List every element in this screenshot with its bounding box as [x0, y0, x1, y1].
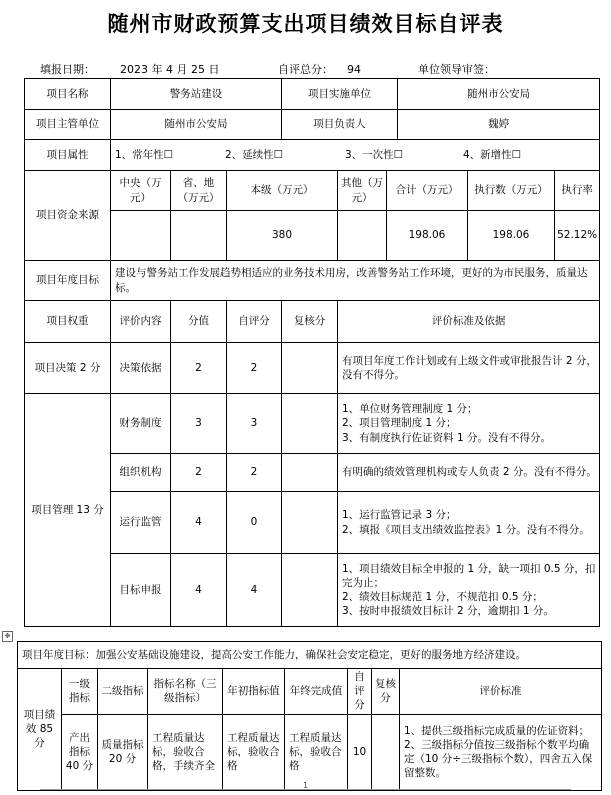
funds-header: 执行率 — [555, 171, 600, 211]
annual-goal-label: 项目年度目标 — [25, 261, 111, 301]
criteria-line: 1、提供三级指标完成质量的佐证资料； — [404, 724, 590, 737]
page-number: 1 — [302, 781, 309, 790]
eval-header: 分值 — [171, 301, 227, 343]
attr-option: 4、新增性☐ — [463, 148, 522, 161]
mgmt-criteria — [338, 492, 600, 554]
perf-level2: 质量指标 20 分 — [98, 714, 148, 790]
perf-header: 自评分 — [348, 669, 372, 715]
management-weight: 项目管理 13 分 — [25, 394, 111, 627]
performance-table — [17, 641, 602, 791]
mgmt-review-score — [282, 554, 338, 627]
mgmt-criteria — [338, 394, 600, 454]
criteria-line: 2、三级指标分值按三级指标个数平均确定（10 分÷三级指标个数），四舍五入保留整数。 — [404, 738, 593, 780]
mgmt-score: 4 — [171, 492, 227, 554]
self-score-label: 自评总分： — [278, 63, 333, 76]
mgmt-self-score: 0 — [227, 492, 282, 554]
criteria-line: 3、有制度执行佐证资料 1 分。没有不得分。 — [342, 431, 552, 444]
fill-date-value: 2023 年 4 月 25 日 — [120, 63, 220, 76]
attr-option: 1、常年性☐ — [115, 148, 174, 161]
funds-value-local: 380 — [227, 211, 338, 261]
funds-value-province — [171, 211, 227, 261]
decision-score: 2 — [171, 343, 227, 394]
owner-label: 项目负责人 — [282, 110, 398, 140]
perf-header: 评价标准 — [400, 669, 602, 715]
perf-header: 复核分 — [372, 669, 400, 715]
decision-review-score — [282, 343, 338, 394]
perf-review-score — [372, 714, 400, 790]
mgmt-content: 运行监管 — [111, 492, 171, 554]
funds-value-total: 198.06 — [387, 211, 468, 261]
funds-value-executed: 198.06 — [468, 211, 555, 261]
eval-header: 项目权重 — [25, 301, 111, 343]
perf-goal-label: 项目年度目标： — [22, 648, 96, 661]
mgmt-review-score — [282, 454, 338, 492]
perf-header: 一级指标 — [62, 669, 98, 715]
leader-sign-label: 单位领导审签： — [418, 63, 495, 76]
criteria-line: 1、项目绩效目标全申报的 1 分，缺一项扣 0.5 分，扣完为止； — [342, 562, 596, 589]
owner-value: 魏婷 — [398, 110, 600, 140]
criteria-line: 2、项目管理制度 1 分； — [342, 417, 457, 430]
perf-initial-value: 工程质量达标，验收合格 — [223, 714, 285, 790]
fill-date — [40, 61, 95, 77]
attr-option: 3、一次性☐ — [345, 148, 404, 161]
impl-unit-value: 随州市公安局 — [398, 79, 600, 110]
mgmt-content: 组织机构 — [111, 454, 171, 492]
eval-header: 复核分 — [282, 301, 338, 343]
impl-unit-label: 项目实施单位 — [282, 79, 398, 110]
table-move-handle-icon[interactable]: ✥ — [2, 631, 13, 642]
mgmt-content: 目标申报 — [111, 554, 171, 627]
footer-divider — [40, 789, 571, 790]
funds-header: 本级（万元） — [227, 171, 338, 211]
perf-indicator-name: 工程质量达标，验收合格，手续齐全 — [148, 714, 223, 790]
mgmt-self-score: 2 — [227, 454, 282, 492]
perf-header: 年初指标值 — [223, 669, 285, 715]
page-title: 随州市财政预算支出项目绩效目标自评表 — [107, 11, 504, 36]
mgmt-content: 财务制度 — [111, 394, 171, 454]
funds-value-other — [338, 211, 387, 261]
perf-goal-text: 加强公安基础设施建设，提高公安工作能力，确保社会安定稳定，更好的服务地方经济建设。 — [95, 648, 526, 661]
decision-weight: 项目决策 2 分 — [25, 343, 111, 394]
mgmt-score: 3 — [171, 394, 227, 454]
criteria-line: 有明确的绩效管理机构或专人负责 2 分。没有不得分。 — [342, 466, 597, 479]
fill-date-label: 填报日期： — [40, 63, 95, 76]
funds-label: 项目资金来源 — [25, 171, 111, 261]
decision-self-score: 2 — [227, 343, 282, 394]
project-attr-label: 项目属性 — [25, 140, 111, 171]
decision-content: 决策依据 — [111, 343, 171, 394]
criteria-line: 1、单位财务管理制度 1 分； — [342, 403, 478, 416]
mgmt-self-score: 4 — [227, 554, 282, 627]
funds-header: 其他（万元） — [338, 171, 387, 211]
attr-option: 2、延续性☐ — [225, 148, 284, 161]
perf-final-value: 工程质量达标，验收合格 — [285, 714, 348, 790]
criteria-line: 2、填报《项目支出绩效监控表》1 分。没有不得分。 — [342, 523, 590, 536]
mgmt-score: 2 — [171, 454, 227, 492]
project-attr-options — [111, 140, 600, 171]
eval-header: 自评分 — [227, 301, 282, 343]
supervisor-value: 随州市公安局 — [111, 110, 282, 140]
evaluation-table — [24, 78, 600, 627]
mgmt-criteria — [338, 454, 600, 492]
decision-criteria: 有项目年度工作计划或有上级文件或审批报告计 2 分，没有不得分。 — [338, 343, 600, 394]
funds-header: 合计（万元） — [387, 171, 468, 211]
perf-self-score: 10 — [348, 714, 372, 790]
mgmt-self-score: 3 — [227, 394, 282, 454]
mgmt-review-score — [282, 394, 338, 454]
self-score-value: 94 — [347, 63, 361, 76]
perf-header: 二级指标 — [98, 669, 148, 715]
funds-header: 省、地（万元） — [171, 171, 227, 211]
funds-header: 执行数（万元） — [468, 171, 555, 211]
mgmt-review-score — [282, 492, 338, 554]
funds-value-central — [111, 211, 171, 261]
mgmt-score: 4 — [171, 554, 227, 627]
perf-weight: 项目绩效 85 分 — [18, 669, 62, 791]
project-name-label: 项目名称 — [25, 79, 111, 110]
criteria-line: 1、运行监管记录 3 分； — [342, 509, 457, 522]
eval-header: 评价内容 — [111, 301, 171, 343]
annual-goal-text: 建设与警务站工作发展趋势相适应的业务技术用房，改善警务站工作环境，更好的为市民服务，质量达标。 — [111, 261, 600, 301]
perf-criteria — [400, 714, 602, 790]
mgmt-criteria — [338, 554, 600, 627]
self-score-total — [278, 61, 361, 77]
eval-header: 评价标准及依据 — [338, 301, 600, 343]
supervisor-label: 项目主管单位 — [25, 110, 111, 140]
project-name-value: 警务站建设 — [111, 79, 282, 110]
perf-header: 指标名称（三级指标） — [148, 669, 223, 715]
perf-goal — [18, 642, 602, 669]
perf-header: 年终完成值 — [285, 669, 348, 715]
criteria-line: 3、按时申报绩效目标计 2 分，逾期扣 1 分。 — [342, 605, 554, 618]
criteria-line: 2、绩效目标规范 1 分，不规范扣 0.5 分； — [342, 591, 543, 603]
perf-level1: 产出指标 40 分 — [62, 714, 98, 790]
funds-value-rate: 52.12% — [555, 211, 600, 261]
funds-header: 中央（万元） — [111, 171, 171, 211]
